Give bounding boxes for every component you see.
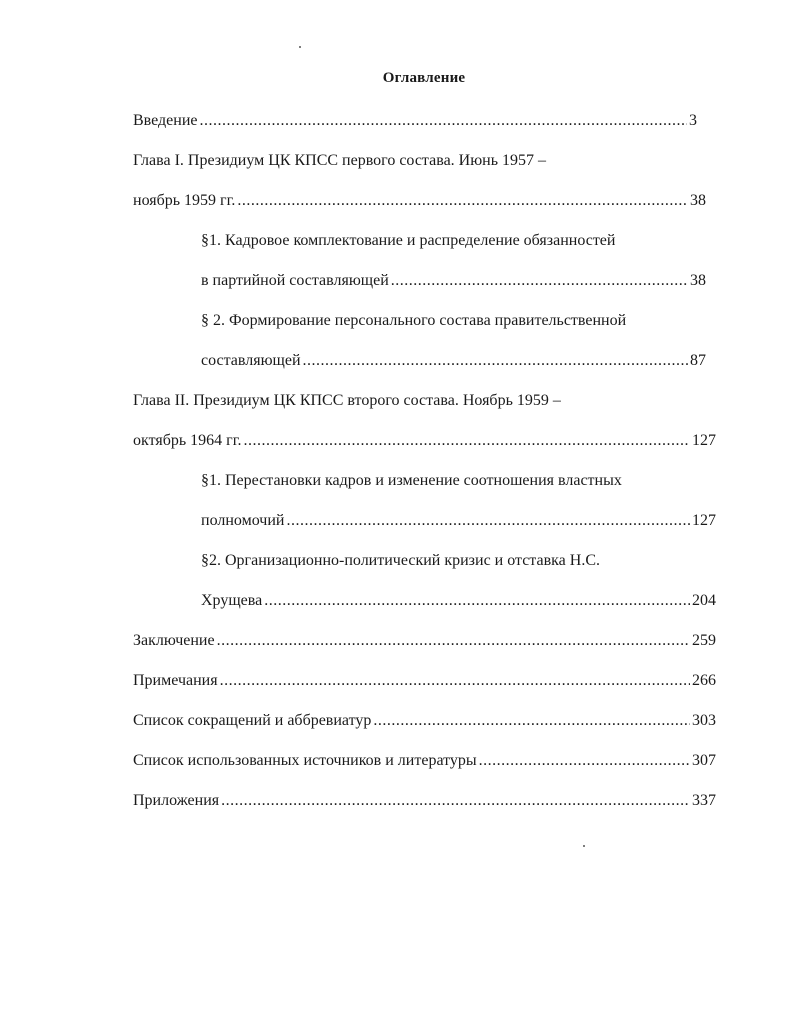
toc-leader <box>221 791 690 811</box>
toc-page: 337 <box>692 792 716 809</box>
toc-label: Примечания <box>133 672 218 689</box>
toc-leader <box>264 591 690 611</box>
toc-entry-sources <box>133 751 716 771</box>
toc-page: 259 <box>692 632 716 649</box>
toc-page: 127 <box>692 512 716 529</box>
toc-page: 303 <box>692 712 716 729</box>
toc-page: 3 <box>689 112 697 129</box>
toc-label: Список использованных источников и литературы <box>133 752 477 769</box>
toc-entry-ch1-s1-line1: §1. Кадровое комплектование и распределение обязанностей <box>201 232 616 249</box>
toc-label: Заключение <box>133 632 215 649</box>
toc-entry-intro <box>133 111 697 131</box>
toc-leader <box>286 511 690 531</box>
toc-leader <box>391 271 688 291</box>
scan-speck <box>583 845 585 847</box>
toc-leader <box>200 111 688 131</box>
toc-page: 127 <box>692 432 716 449</box>
toc-page: 204 <box>692 592 716 609</box>
toc-leader <box>243 431 690 451</box>
toc-leader <box>217 631 690 651</box>
toc-entry-ch1-s2 <box>201 351 706 371</box>
toc-entry-notes <box>133 671 716 691</box>
toc-entry-appendix <box>133 791 716 811</box>
toc-label: полномочий <box>201 512 285 529</box>
toc-entry-ch1-s2-line1: § 2. Формирование персонального состава правительственной <box>201 312 627 329</box>
toc-label: в партийной составляющей <box>201 272 389 289</box>
toc-leader <box>237 191 688 211</box>
toc-label: составляющей <box>201 352 301 369</box>
toc-page: 38 <box>690 272 706 289</box>
toc-page: 38 <box>690 192 706 209</box>
toc-label: октябрь 1964 гг. <box>133 432 242 449</box>
toc-entry-ch2-s2-line1: §2. Организационно-политический кризис и отставка Н.С. <box>201 552 601 569</box>
toc-leader <box>303 351 688 371</box>
page-title: Оглавление <box>382 70 466 86</box>
toc-leader <box>220 671 690 691</box>
toc-label: ноябрь 1959 гг. <box>133 192 236 209</box>
toc-entry-ch2-s1 <box>201 511 716 531</box>
toc-leader <box>373 711 690 731</box>
toc-page: 307 <box>692 752 716 769</box>
toc-entry-ch2-s2 <box>201 591 716 611</box>
toc-page: 266 <box>692 672 716 689</box>
toc-label: Приложения <box>133 792 220 809</box>
toc-entry-ch2-line1: Глава II. Президиум ЦК КПСС второго состава. Ноябрь 1959 – <box>133 392 561 409</box>
toc-label: Введение <box>133 112 198 129</box>
toc-label: Хрущева <box>201 592 263 609</box>
toc-entry-ch1-line1: Глава I. Президиум ЦК КПСС первого состава. Июнь 1957 – <box>133 152 547 169</box>
toc-leader <box>479 751 690 771</box>
scan-speck <box>299 46 301 48</box>
toc-entry-abbrev <box>133 711 716 731</box>
toc-entry-ch1-s1 <box>201 271 706 291</box>
toc-entry-ch2-s1-line1: §1. Перестановки кадров и изменение соотношения властных <box>201 472 622 489</box>
toc-entry-ch1 <box>133 191 706 211</box>
toc-label: Список сокращений и аббревиатур <box>133 712 372 729</box>
toc-entry-conclusion <box>133 631 716 651</box>
toc-page: 87 <box>690 352 706 369</box>
toc-entry-ch2 <box>133 431 716 451</box>
